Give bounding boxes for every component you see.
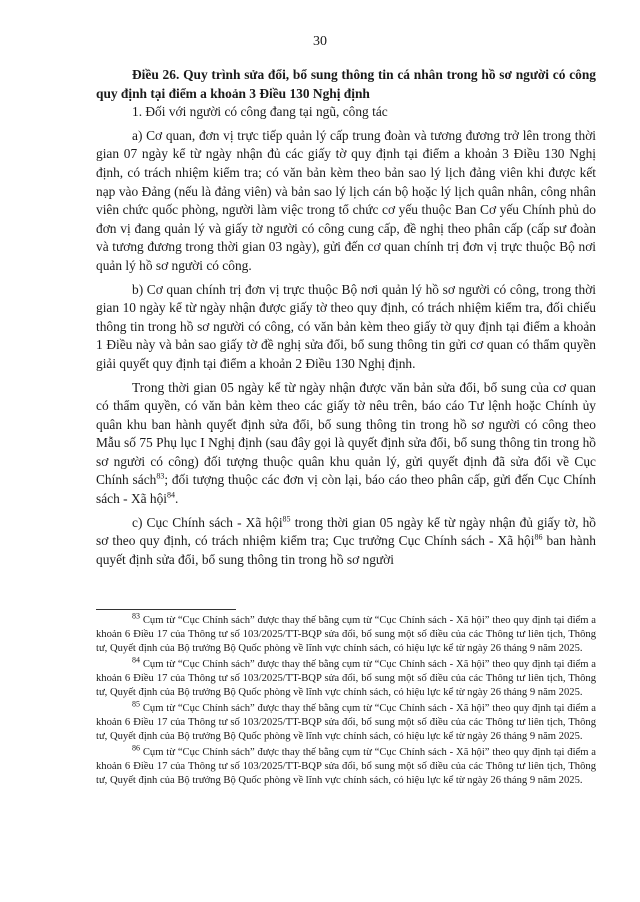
footnote-ref[interactable]: 84	[167, 490, 176, 500]
paragraph-text: b) Cơ quan chính trị đơn vị trực thuộc Bộ nơi quản lý hồ sơ người có công, trong thời gian 10 ngày kể từ ngày nhận được giấy tờ theo quy định, có trách nhiệm kiểm tra, đối chiếu thông tin trong hồ sơ người có công, có văn bản kèm theo giấy tờ quy định tại điểm a khoản 1 Điều này và bản sao giấy tờ đề nghị sửa đổi, bổ sung thông tin gửi cơ quan có thẩm quyền giải quyết quy định tại điểm a khoản 2 Điều 130 Nghị định.	[96, 281, 596, 371]
body-text	[96, 66, 596, 574]
paragraph-text: 1. Đối với người có công đang tại ngũ, công tác	[132, 104, 388, 120]
paragraph-timeline	[96, 379, 596, 509]
article-heading: Điều 26. Quy trình sửa đổi, bổ sung thông tin cá nhân trong hồ sơ người có công quy định tại điểm a khoản 3 Điều 130 Nghị định	[96, 67, 596, 101]
footnote-text: Cụm từ “Cục Chính sách” được thay thế bằng cụm từ “Cục Chính sách - Xã hội” theo quy định tại điểm a khoản 6 Điều 17 của Thông tư số 103/2025/TT-BQP sửa đổi, bổ sung một số điều của các Thông tư liên tịch, Thông tư, Quyết định của Bộ trưởng Bộ Quốc phòng về lĩnh vực chính sách, có hiệu lực kể từ ngày 26 tháng 9 năm 2025.	[96, 747, 596, 786]
paragraph-point-a	[96, 127, 596, 276]
page-number: 30	[313, 34, 327, 49]
paragraph-text: ban hành quyết định sửa đổi, bổ sung thông tin trong hồ sơ người	[96, 533, 596, 567]
footnote-ref[interactable]: 83	[156, 472, 165, 481]
paragraph-text: ; đối tượng thuộc các đơn vị còn lại, báo cáo theo phân cấp, gửi đến Cục Chính sách - Xã hội	[96, 472, 596, 507]
footnote-divider	[96, 609, 236, 610]
footnote-number: 83	[132, 611, 140, 621]
footnote-number: 85	[132, 699, 140, 709]
footnote	[96, 699, 596, 744]
footnote	[96, 655, 596, 700]
footnote-number: 84	[132, 655, 140, 665]
footnote	[96, 611, 596, 656]
paragraph-text: c) Cục Chính sách - Xã hội	[132, 514, 283, 530]
paragraph-section-1	[96, 103, 596, 122]
footnote-ref[interactable]: 85	[282, 514, 291, 524]
footnote	[96, 743, 596, 788]
paragraph-text: .	[175, 491, 179, 507]
footnote-ref[interactable]: 86	[534, 532, 543, 542]
footnote-text: Cụm từ “Cục Chính sách” được thay thế bằng cụm từ “Cục Chính sách - Xã hội” theo quy định tại điểm a khoản 6 Điều 17 của Thông tư số 103/2025/TT-BQP sửa đổi, bổ sung một số điều của các Thông tư liên tịch, Thông tư, Quyết định của Bộ trưởng Bộ Quốc phòng về lĩnh vực chính sách, có hiệu lực kể từ ngày 26 tháng 9 năm 2025.	[96, 659, 596, 698]
paragraph-point-c	[96, 514, 596, 570]
paragraph-text: Trong thời gian 05 ngày kể từ ngày nhận được văn bản sửa đổi, bổ sung của cơ quan có thẩm quyền, có văn bản kèm theo các giấy tờ nêu trên, báo cáo Tư lệnh hoặc Chính ủy quân khu ban hành quyết định sửa đổi, bổ sung thông tin trong hồ sơ người có công theo Mẫu số 75 Phụ lục I Nghị định (sau đây gọi là quyết định sửa đổi, bổ sung thông tin trong hồ sơ người có công) đối tượng thuộc quân khu quản lý, gửi quyết định đã sửa đổi về Cục Chính sách	[96, 379, 596, 488]
paragraph-point-b	[96, 281, 596, 374]
footnotes	[96, 611, 596, 790]
footnote-number: 86	[132, 743, 140, 753]
paragraph-text: a) Cơ quan, đơn vị trực tiếp quản lý cấp trung đoàn và tương đương trở lên trong thời gian 07 ngày kể từ ngày nhận đủ các giấy tờ quy định tại điểm a khoản 3 Điều 130 Nghị định, có trách nhiệm kiểm tra; có văn bản kèm theo bản sao lý lịch đảng viên khi được kết nạp vào Đảng (nếu là đảng viên) và bản sao lý lịch cán bộ hoặc lý lịch quân nhân, công nhân viên chức quốc phòng, người làm việc trong tổ chức cơ yếu thuộc Ban Cơ yếu Chính phủ do đơn vị đang quản lý và giấy tờ người có công cung cấp, đề nghị theo phân cấp (cấp sư đoàn và tương đương trong thời gian 03 ngày), gửi đến cơ quan chính trị đơn vị trực thuộc Bộ nơi quản lý hồ sơ người có công.	[96, 127, 596, 273]
footnote-text: Cụm từ “Cục Chính sách” được thay thế bằng cụm từ “Cục Chính sách - Xã hội” theo quy định tại điểm a khoản 6 Điều 17 của Thông tư số 103/2025/TT-BQP sửa đổi, bổ sung một số điều của các Thông tư liên tịch, Thông tư, Quyết định của Bộ trưởng Bộ Quốc phòng về lĩnh vực chính sách, có hiệu lực kể từ ngày 26 tháng 9 năm 2025.	[96, 615, 596, 654]
paragraph-text: trong thời gian 05 ngày kể từ ngày nhận đủ giấy tờ, hồ sơ theo quy định, có trách nhiệm kiểm tra; Cục trưởng Cục Chính sách - Xã hội	[96, 514, 597, 549]
footnote-text: Cụm từ “Cục Chính sách” được thay thế bằng cụm từ “Cục Chính sách - Xã hội” theo quy định tại điểm a khoản 6 Điều 17 của Thông tư số 103/2025/TT-BQP sửa đổi, bổ sung một số điều của các Thông tư liên tịch, Thông tư, Quyết định của Bộ trưởng Bộ Quốc phòng về lĩnh vực chính sách, có hiệu lực kể từ ngày 26 tháng 9 năm 2025.	[96, 703, 596, 742]
